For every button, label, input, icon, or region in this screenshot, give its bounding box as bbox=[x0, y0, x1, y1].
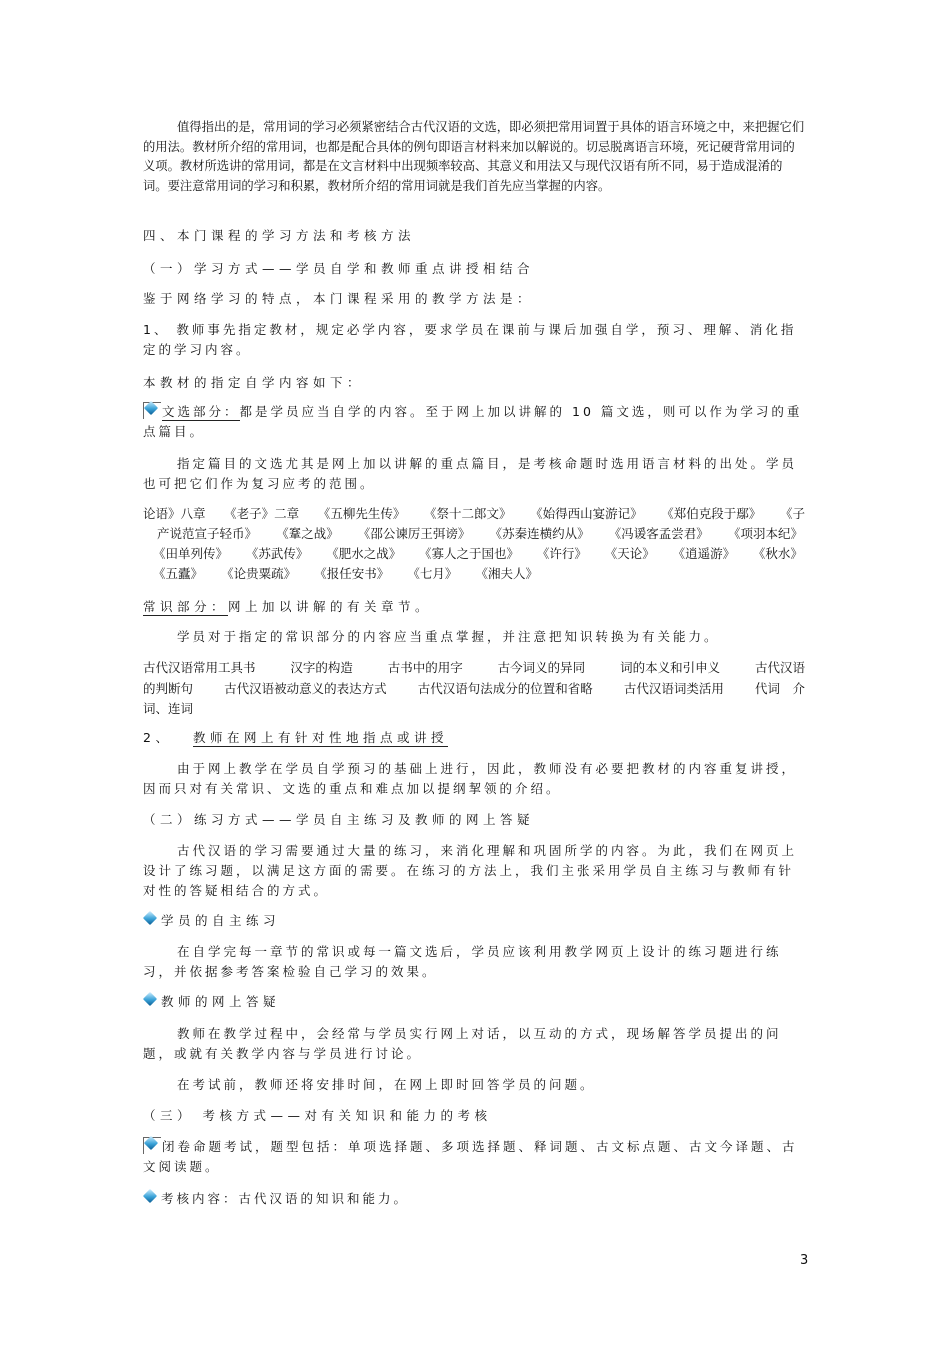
paragraph-exam-format bbox=[143, 1137, 805, 1177]
changshi-topic: 的判断句 bbox=[143, 680, 194, 696]
wenxuan-title: 《郑伯克段于鄢》 bbox=[661, 506, 762, 521]
paragraph-wenxuan bbox=[143, 402, 805, 442]
exam-format-text: 闭卷命题考试，题型包括：单项选择题、多项选择题、释词题、古文标点题、古文今译题、古文阅读题。 bbox=[143, 1139, 798, 1174]
wenxuan-row bbox=[143, 564, 538, 584]
paragraph-before-exam: 在考试前，教师还将安排时间，在网上即时回答学员的问题。 bbox=[177, 1077, 596, 1092]
wenxuan-title: 《鞌之战》 bbox=[276, 526, 339, 541]
changshi-row bbox=[143, 658, 805, 679]
paragraph-zhiding: 指定篇目的文选尤其是网上加以讲解的重点篇目，是考核命题时选用语言材料的出处。学员也可把它们作为复习应考的范围。 bbox=[143, 456, 798, 491]
changshi-label: 常识部分： bbox=[143, 599, 229, 614]
changshi-topic: 词的本义和引申义 bbox=[620, 660, 721, 675]
changshi-topic: 古书中的用字 bbox=[387, 660, 463, 675]
paragraph-item-2-body: 由于网上教学在学员自学预习的基础上进行，因此，教师没有必要把教材的内容重复讲授，因而只对有关常识、文选的重点和难点加以提纲挈领的介绍。 bbox=[143, 761, 798, 796]
wenxuan-title: 《天论》 bbox=[604, 546, 655, 561]
wenxuan-title: 论语》八章 bbox=[143, 506, 206, 521]
paragraph-changshi-note: 学员对于指定的常识部分的内容应当重点掌握，并注意把知识转换为有关能力。 bbox=[177, 629, 720, 644]
wenxuan-title: 《湘夫人》 bbox=[475, 566, 538, 581]
wenxuan-title: 《苏武传》 bbox=[245, 546, 309, 561]
wenxuan-title: 《田单列传》 bbox=[153, 546, 229, 561]
exam-content-text: 考核内容：古代汉语的知识和能力。 bbox=[161, 1191, 410, 1206]
paragraph-item-2 bbox=[143, 728, 805, 748]
changshi-topic: 古今词义的异同 bbox=[497, 660, 586, 675]
wenxuan-title: 《五蠹》 bbox=[153, 566, 204, 581]
paragraph-online-qa: 教师在教学过程中，会经常与学员实行网上对话，以互动的方式，现场解答学员提出的问题，或就有关教学内容与学员进行讨论。 bbox=[143, 1026, 782, 1061]
wenxuan-title: 《项羽本纪》 bbox=[727, 526, 803, 541]
subsection-heading-2: （二）练习方式——学员自主练习及教师的网上答疑 bbox=[143, 812, 535, 827]
subsection-heading-3: （三） 考核方式——对有关知识和能力的考核 bbox=[143, 1108, 492, 1123]
changshi-topic: 古代汉语常用工具书 bbox=[143, 660, 256, 675]
diamond-bullet-icon bbox=[143, 1191, 160, 1204]
item-2-title: 教师在网上有针对性地指点或讲授 bbox=[192, 730, 448, 745]
bullet-online-qa bbox=[143, 992, 805, 1012]
changshi-topic: 古代汉语句法成分的位置和省略 bbox=[417, 680, 593, 696]
changshi-topic: 代词 介 bbox=[754, 680, 805, 696]
section-heading-4: 四、本门课程的学习方法和考核方法 bbox=[143, 228, 416, 243]
wenxuan-title: 《五柳先生传》 bbox=[317, 506, 406, 521]
wenxuan-row bbox=[143, 504, 805, 524]
wenxuan-title: 产说范宣子轻币》 bbox=[157, 526, 258, 541]
paragraph-net-learning: 鉴于网络学习的特点，本门课程采用的教学方法是： bbox=[143, 291, 535, 306]
wenxuan-title: 《始得西山宴游记》 bbox=[530, 506, 643, 521]
wenxuan-title: 《寡人之于国也》 bbox=[419, 546, 520, 561]
paragraph-intro: 值得指出的是，常用词的学习必须紧密结合古代汉语的文选，即必须把常用词置于具体的语言环境之中，来把握它们的用法。教材所介绍的常用词，也都是配合具体的例句即语言材料来加以解说的。切忌脱离语言环境，死记硬背常用词的义项。教材所选讲的常用词，都是在文言材料中出现频率较高、其意义和用法又与现代汉语有所不同，易于造成混淆的词。要注意常用词的学习和积累，教材所介绍的常用词就是我们首先应当掌握的内容。 bbox=[143, 120, 805, 193]
page-number: 3 bbox=[800, 1253, 809, 1268]
wenxuan-title: 《秋水》 bbox=[752, 546, 803, 561]
wenxuan-title: 《老子》二章 bbox=[224, 506, 300, 521]
wenxuan-title: 《逍遥游》 bbox=[672, 546, 736, 561]
wenxuan-row bbox=[143, 524, 805, 544]
wenxuan-title: 《子 bbox=[779, 506, 805, 521]
diamond-bullet-icon bbox=[143, 402, 161, 419]
wenxuan-title: 《论贵粟疏》 bbox=[221, 566, 297, 581]
bullet-self-practice bbox=[143, 911, 805, 931]
changshi-topic: 词、连词 bbox=[143, 701, 194, 716]
wenxuan-text: 都是学员应当自学的内容。至于网上加以讲解的 10 篇文选，则可以作为学习的重点篇目。 bbox=[143, 404, 803, 439]
changshi-topic: 古代汉语被动意义的表达方式 bbox=[224, 680, 387, 696]
wenxuan-title: 《肥水之战》 bbox=[326, 546, 402, 561]
changshi-row bbox=[143, 699, 805, 720]
paragraph-self-practice: 在自学完每一章节的常识或每一篇文选后，学员应该利用教学网页上设计的练习题进行练习，并依据参考答案检验自己学习的效果。 bbox=[143, 944, 782, 979]
wenxuan-list bbox=[143, 504, 805, 584]
changshi-topic: 古代汉语 bbox=[754, 660, 805, 675]
self-practice-label: 学员的自主练习 bbox=[161, 913, 281, 928]
wenxuan-title: 《报任安书》 bbox=[314, 566, 390, 581]
changshi-topic: 古代汉语词类活用 bbox=[623, 680, 724, 696]
wenxuan-title: 《祭十二郎文》 bbox=[423, 506, 512, 521]
diamond-bullet-icon bbox=[143, 994, 160, 1007]
paragraph-changshi bbox=[143, 597, 805, 617]
changshi-topic: 汉字的构造 bbox=[290, 660, 353, 675]
online-qa-label: 教师的网上答疑 bbox=[161, 994, 281, 1009]
wenxuan-row bbox=[143, 544, 805, 564]
wenxuan-label: 文选部分： bbox=[162, 404, 240, 419]
paragraph-practice: 古代汉语的学习需要通过大量的练习，来消化理解和巩固所学的内容。为此，我们在网页上设计了练习题，以满足这方面的需要。在练习的方法上，我们主张采用学员自主练习与教师有针对性的答疑相结合的方式。 bbox=[143, 843, 798, 898]
diamond-bullet-icon bbox=[143, 1137, 161, 1154]
wenxuan-title: 《苏秦连横约从》 bbox=[489, 526, 590, 541]
wenxuan-title: 《七月》 bbox=[407, 566, 458, 581]
wenxuan-title: 《邵公谏厉王弭谤》 bbox=[357, 526, 471, 541]
changshi-row bbox=[143, 679, 805, 700]
wenxuan-title: 《冯谖客孟尝君》 bbox=[608, 526, 709, 541]
paragraph-scope: 本教材的指定自学内容如下： bbox=[143, 375, 365, 390]
changshi-text: 网上加以讲解的有关章节。 bbox=[228, 599, 433, 614]
paragraph-item-1: 1、 教师事先指定教材，规定必学内容，要求学员在课前与课后加强自学，预习、理解、消化指定的学习内容。 bbox=[143, 322, 797, 357]
wenxuan-title: 《许行》 bbox=[536, 546, 587, 561]
subsection-heading-1: （一）学习方式——学员自学和教师重点讲授相结合 bbox=[143, 261, 535, 276]
item-2-number: 2、 bbox=[143, 730, 173, 745]
paragraph-exam-content bbox=[143, 1189, 805, 1209]
diamond-bullet-icon bbox=[143, 913, 160, 926]
changshi-list bbox=[143, 658, 805, 720]
